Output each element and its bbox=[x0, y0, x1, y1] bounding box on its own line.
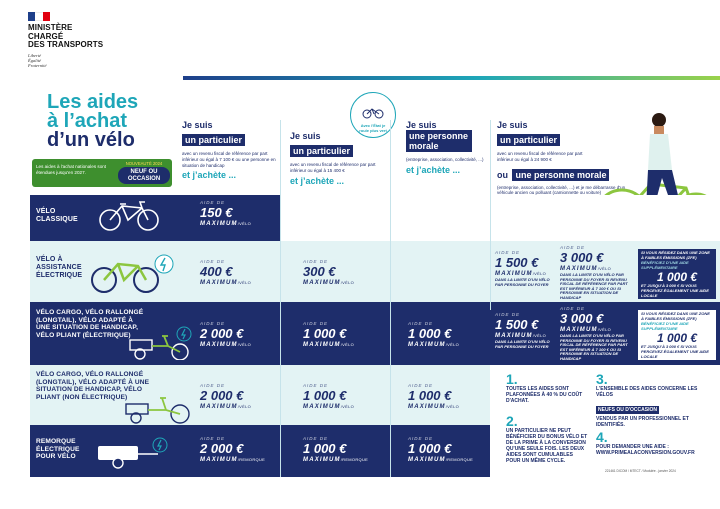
row-label-cargo: VÉLO CARGO, VÉLO RALLONGÉ (LONGTAIL), VÉLO ADAPTÉ À UNE SITUATION DE HANDICAP, VÉLO PLIANT (NON ÉLECTRIQUE) bbox=[36, 371, 150, 401]
aid-cell-r5-c3: AIDE DE 1 000 € MAXIMUM/REMORQUE bbox=[408, 436, 474, 463]
aid-cell-r3-c1: AIDE DE 2 000 € MAXIMUM/VÉLO bbox=[200, 321, 252, 348]
info-item-4: 4. POUR DEMANDER UNE AIDE : WWW.PRIMEALACONVERSION.GOUV.FR bbox=[596, 430, 716, 456]
aid-cell-r3-c4a: AIDE DE 1 500 € MAXIMUM/VÉLO DANS LA LIMITE D'UN VÉLO PAR PERSONNE DU FOYER bbox=[495, 312, 550, 349]
aid-cell-r2-c4a: AIDE DE 1 500 € MAXIMUM/VÉLO DANS LA LIMITE D'UN VÉLO PAR PERSONNE DU FOYER bbox=[495, 250, 550, 287]
header-gradient-line bbox=[183, 76, 720, 80]
stamp-bike-icon bbox=[362, 107, 384, 119]
row-label-electric-cargo: VÉLO CARGO, VÉLO RALLONGÉ (LONGTAIL), VÉLO ADAPTÉ À UNE SITUATION DE HANDICAP, VÉLO PLIANT (ÉLECTRIQUE) bbox=[36, 309, 144, 339]
column-separator bbox=[490, 120, 491, 310]
electric-bike-icon bbox=[90, 252, 174, 296]
electric-trailer-icon bbox=[96, 436, 172, 470]
credit-line: 221461 DICOM / MTECT / Modulée - janvier 2024 bbox=[605, 469, 676, 473]
aid-cell-r4-c2: AIDE DE 1 000 € MAXIMUM/VÉLO bbox=[303, 383, 355, 410]
aid-cell-r3-c2: AIDE DE 1 000 € MAXIMUM/VÉLO bbox=[303, 321, 355, 348]
column-header-2: Je suis un particulier avec un revenu fiscal de référence par part inférieur ou égal à 15 400 € et j’achète ... bbox=[290, 131, 376, 186]
aid-cell-r4-c1: AIDE DE 2 000 € MAXIMUM/VÉLO bbox=[200, 383, 252, 410]
zfe-bonus-box-r2: SI VOUS RÉSIDEZ DANS UNE ZONE À FAIBLES ÉMISSIONS (ZFE) BÉNÉFICIEZ D'UNE AIDE SUPPLÉMENTAIRE 1 000 € ET JUSQU'À 3 000 € SI VOUS PERCEVEZ ÉGALEMENT UNE AIDE LOCALE bbox=[638, 249, 716, 299]
aid-cell-r2-c4b: AIDE DE 3 000 € MAXIMUM/VÉLO DANS LA LIMITE D'UN VÉLO PAR PERSONNE DU FOYER SI REVENU FISCAL DE RÉFÉRENCE PAR PART EST INFÉRIEUR À 7 100 € OU SI PERSONNE EN SITUATION DE HANDICAP bbox=[560, 245, 628, 300]
aid-cell-r4-c3: AIDE DE 1 000 € MAXIMUM/VÉLO bbox=[408, 383, 460, 410]
row-label-trailer: REMORQUE ÉLECTRIQUE POUR VÉLO bbox=[36, 438, 80, 461]
extension-note-text: Les aides à l'achat nationales sont étendues jusqu'en 2027. bbox=[36, 164, 107, 175]
page-title: Les aides à l’achat d’un vélo bbox=[47, 91, 139, 151]
aid-cell-r5-c1: AIDE DE 2 000 € MAXIMUM/REMORQUE bbox=[200, 436, 266, 463]
electric-cargo-bike-icon bbox=[128, 326, 198, 360]
aid-cell-r5-c2: AIDE DE 1 000 € MAXIMUM/REMORQUE bbox=[303, 436, 369, 463]
info-item-3: 3. L'ENSEMBLE DES AIDES CONCERNE LES VÉLOS NEUFS OU D'OCCASION VENDUS PAR UN PROFESSIONNEL ET IDENTIFIÉS. bbox=[596, 371, 698, 428]
novelty-label: NOUVEAUTÉ 2024 bbox=[125, 161, 163, 166]
classic-bike-icon bbox=[98, 200, 160, 232]
aid-cell-r2-c1: AIDE DE 400 € MAXIMUM/VÉLO bbox=[200, 259, 252, 286]
column-header-3: Je suis une personne morale (entreprise, association, collectivité, ...) et j’achète ... bbox=[406, 120, 484, 175]
zfe-bonus-box-r3: SI VOUS RÉSIDEZ DANS UNE ZONE À FAIBLES ÉMISSIONS (ZFE) BÉNÉFICIEZ D'UNE AIDE SUPPLÉMENTAIRE 1 000 € ET JUSQU'À 3 000 € SI VOUS PERCEVEZ ÉGALEMENT UNE AIDE LOCALE bbox=[638, 310, 716, 360]
column-header-4: Je suis un particulier avec un revenu fiscal de référence par part inférieur ou égal à 24 900 € ou une personne morale (entreprise, association, collectivité, ...) et je me débarrasse d'un véhicule ancien ou polluant (camionnette ou voiture) bbox=[497, 120, 626, 196]
french-flag-logo bbox=[28, 12, 50, 21]
row-label-electric: VÉLO À ASSISTANCE ÉLECTRIQUE bbox=[36, 256, 83, 279]
aid-cell-r3-c3: AIDE DE 1 000 € MAXIMUM/VÉLO bbox=[408, 321, 460, 348]
cargo-bike-icon bbox=[124, 392, 196, 424]
column-separator bbox=[280, 120, 281, 477]
column-separator bbox=[390, 120, 391, 477]
ministry-name: MINISTÈRE CHARGÉ DES TRANSPORTS bbox=[28, 23, 104, 50]
republic-motto: Liberté Égalité Fraternité bbox=[28, 53, 47, 68]
aid-cell-r3-c4b: AIDE DE 3 000 € MAXIMUM/VÉLO DANS LA LIMITE D'UN VÉLO PAR PERSONNE DU FOYER SI REVENU FISCAL DE RÉFÉRENCE PAR PART EST INFÉRIEUR À 7 100 € OU SI PERSONNE EN SITUATION DE HANDICAP bbox=[560, 306, 628, 361]
new-or-used-badge: NEUF OU OCCASION bbox=[118, 167, 170, 184]
row-label-classic: VÉLO CLASSIQUE bbox=[36, 208, 78, 223]
website-link[interactable]: WWW.PRIMEALACONVERSION.GOUV.FR bbox=[596, 450, 695, 456]
green-state-stamp: Avec l'État je roule plus vert bbox=[350, 92, 396, 138]
info-item-1: 1. TOUTES LES AIDES SONT PLAFONNÉES À 40 % DU COÛT D'ACHAT. bbox=[506, 371, 583, 404]
aid-cell-r1-c1: AIDE DE 150 € MAXIMUM/VÉLO bbox=[200, 200, 252, 227]
column-header-1: Je suis un particulier avec un revenu fiscal de référence par part inférieur ou égal à 7 100 € ou une personne en situation de handicap et j’achète ... bbox=[182, 120, 276, 181]
info-item-2: 2. UN PARTICULIER NE PEUT BÉNÉFICIER DU BONUS VÉLO ET DE LA PRIME À LA CONVERSION QU'UNE SEULE FOIS. LES DEUX AIDES SONT CUMULABLES POUR UN MÊME CYCLE. bbox=[506, 413, 588, 464]
aid-cell-r2-c2: AIDE DE 300 € MAXIMUM/VÉLO bbox=[303, 259, 355, 286]
